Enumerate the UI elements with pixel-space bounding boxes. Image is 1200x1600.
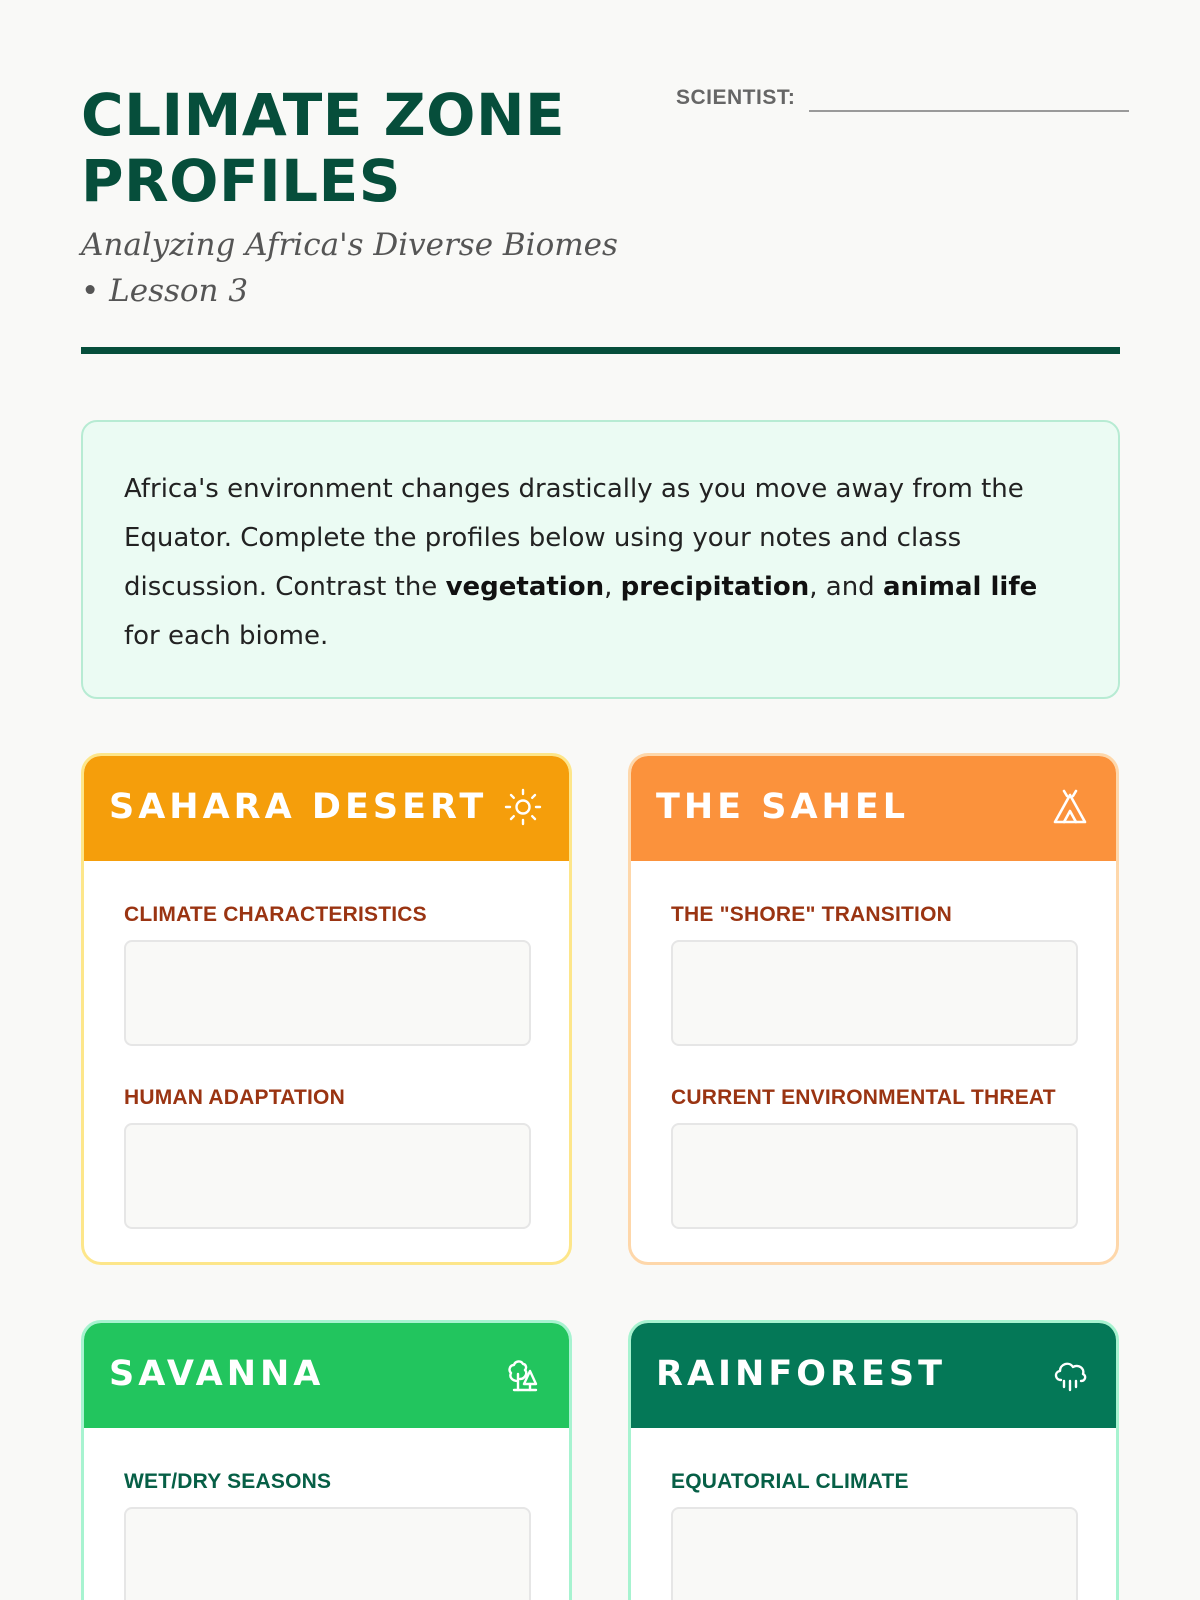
equatorial-climate-answer-box[interactable] — [671, 1507, 1078, 1600]
climate-characteristics-answer-box[interactable] — [124, 940, 531, 1046]
card-title: THE SAHEL — [656, 787, 910, 827]
worksheet-page — [81, 0, 1120, 1493]
field-label: CURRENT ENVIRONMENTAL THREAT — [671, 1086, 1056, 1109]
intro-separator-1: , — [604, 572, 621, 602]
field-label: EQUATORIAL CLIMATE — [671, 1470, 909, 1493]
worksheet-header — [81, 0, 1120, 354]
cloud-rain-icon — [1049, 1353, 1091, 1395]
header-divider — [81, 347, 1120, 354]
page-subtitle: Analyzing Africa's Diverse Biomes • Lesson 3 — [81, 227, 618, 309]
card-body — [631, 1428, 1116, 1600]
card-header — [628, 1320, 1119, 1428]
intro-bold-animal-life: animal life — [882, 572, 1038, 602]
tent-icon — [1049, 786, 1091, 828]
environmental-threat-answer-box[interactable] — [671, 1123, 1078, 1229]
card-title: SAHARA DESERT — [109, 787, 488, 827]
scientist-label: SCIENTIST: — [676, 86, 796, 109]
card-title: RAINFOREST — [656, 1354, 946, 1394]
wet-dry-seasons-answer-box[interactable] — [124, 1507, 531, 1600]
field-label: CLIMATE CHARACTERISTICS — [124, 903, 427, 926]
card-title: SAVANNA — [109, 1354, 325, 1394]
title-block — [81, 82, 641, 314]
card-header — [81, 753, 572, 861]
intro-text-end: for each biome. — [124, 621, 329, 651]
field-label: THE "SHORE" TRANSITION — [671, 903, 952, 926]
trees-icon — [502, 1353, 544, 1395]
card-header — [628, 753, 1119, 861]
scientist-name-field — [676, 86, 1129, 110]
shore-transition-answer-box[interactable] — [671, 940, 1078, 1046]
sun-icon — [502, 786, 544, 828]
field-label: WET/DRY SEASONS — [124, 1470, 332, 1493]
card-rainforest — [628, 1320, 1119, 1600]
field-label: HUMAN ADAPTATION — [124, 1086, 345, 1109]
intro-bold-precipitation: precipitation — [620, 572, 810, 602]
intro-box — [81, 420, 1120, 699]
card-sahara-desert — [81, 753, 572, 1265]
intro-bold-vegetation: vegetation — [445, 572, 605, 602]
card-savanna — [81, 1320, 572, 1600]
card-body — [84, 861, 569, 1229]
card-body — [84, 1428, 569, 1600]
scientist-name-line[interactable] — [809, 88, 1129, 112]
card-header — [81, 1320, 572, 1428]
card-the-sahel — [628, 753, 1119, 1265]
human-adaptation-answer-box[interactable] — [124, 1123, 531, 1229]
intro-separator-2: , and — [809, 572, 883, 602]
page-title: CLIMATE ZONE PROFILES — [81, 81, 566, 215]
card-body — [631, 861, 1116, 1229]
intro-text-start: Africa's environment changes drastically as you move away from the Equator. Complete the profiles below using your notes and class discussion. Contrast the — [124, 474, 1024, 602]
